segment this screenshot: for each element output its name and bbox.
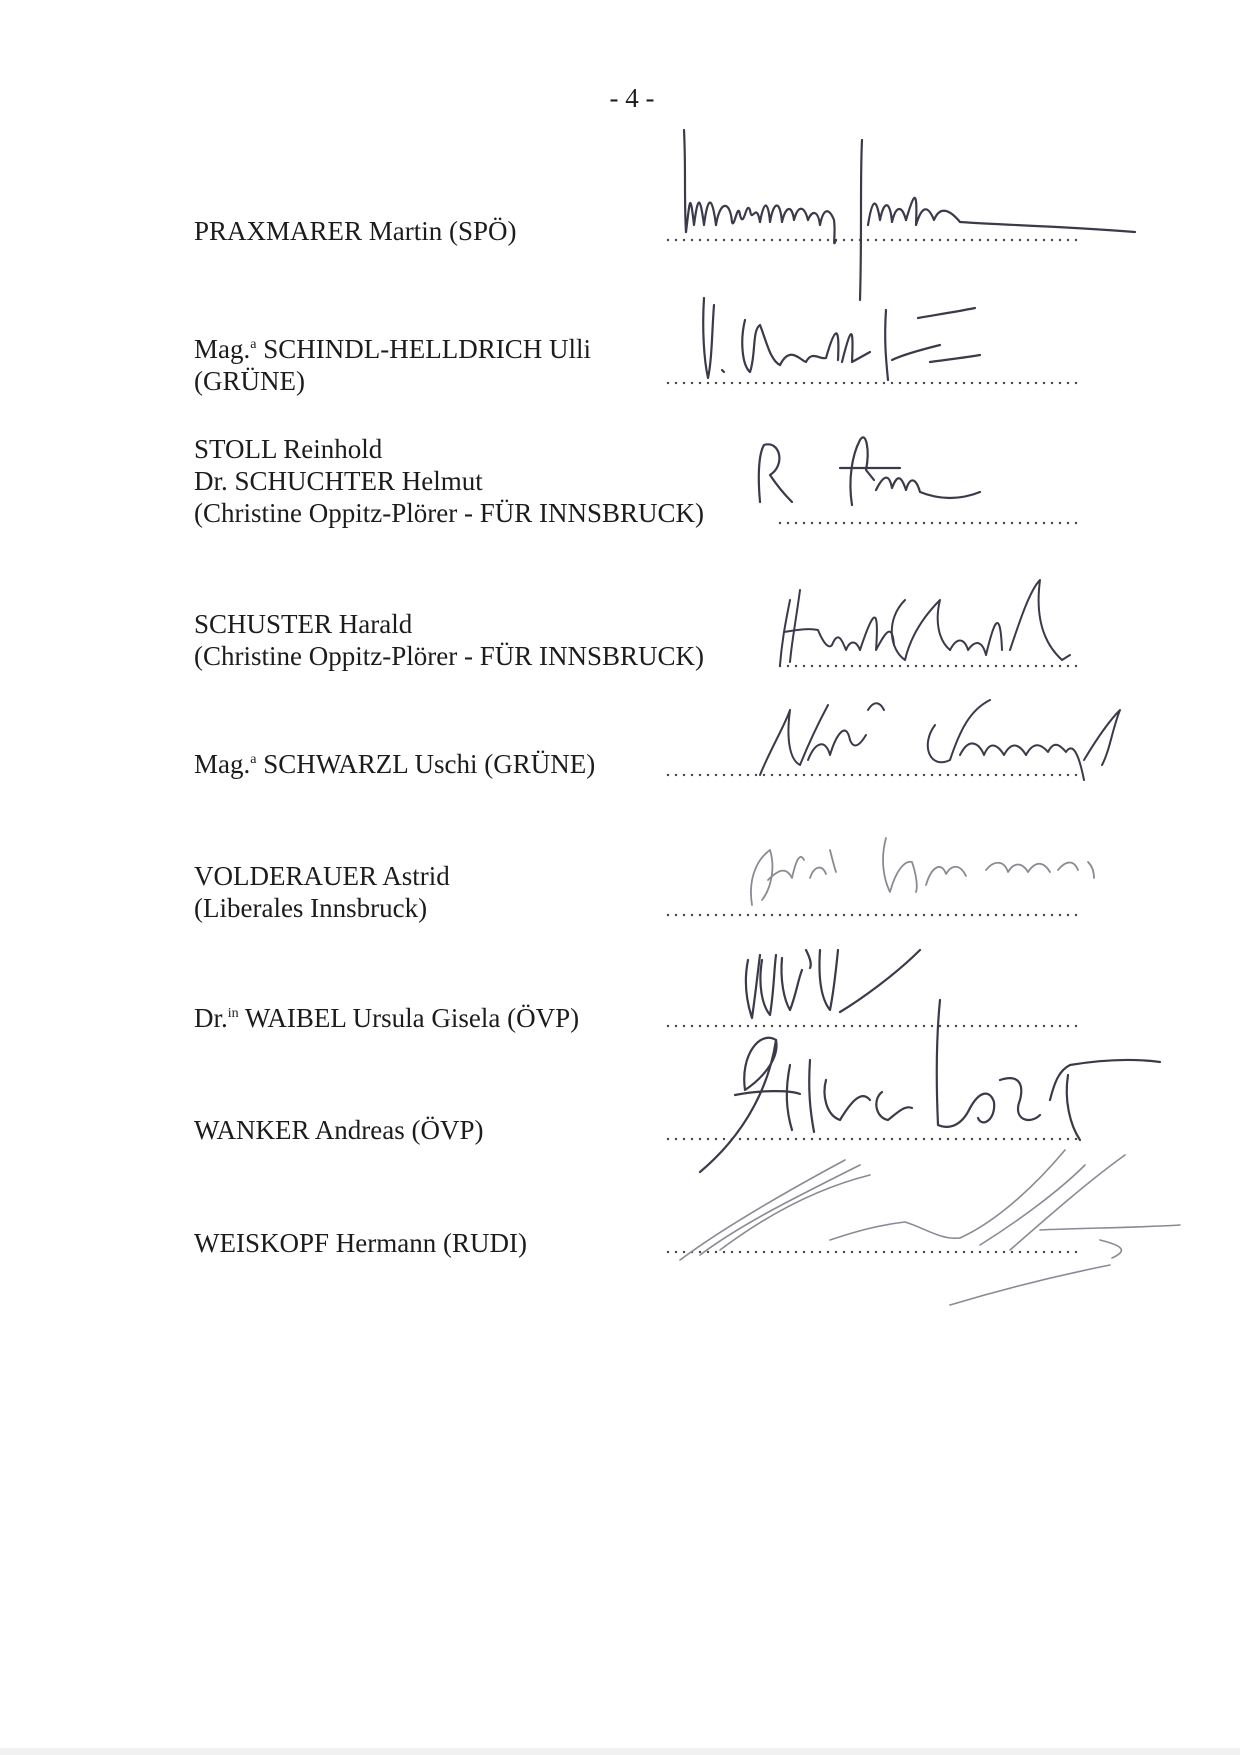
signatory-name: WEISKOPF Hermann (RUDI) (194, 1228, 527, 1258)
signatory-name: Mag.$^a$ SCHINDL-HELLDRICH Ulli (194, 334, 591, 364)
signatory-name: Dr.$^{in}$ WAIBEL Ursula Gisela (ÖVP) (194, 1003, 580, 1033)
signatory-name: PRAXMARER Martin (SPÖ) (194, 216, 517, 246)
signature-volderauer (751, 838, 1094, 905)
signature-stoll (759, 437, 980, 505)
signatory-name: WANKER Andreas (ÖVP) (194, 1115, 484, 1145)
signatory-name: Dr. SCHUCHTER Helmut (194, 466, 483, 496)
signatory-party: (Christine Oppitz-Plörer - FÜR INNSBRUCK) (194, 641, 704, 671)
signatory-party: (Christine Oppitz-Plörer - FÜR INNSBRUCK) (194, 498, 704, 528)
signatory-party: (GRÜNE) (194, 366, 305, 396)
signature-schuster (780, 580, 1070, 665)
signature-schindl-helldrich (703, 298, 980, 380)
signature-praxmarer (684, 130, 1135, 300)
scan-edge (0, 1748, 1240, 1755)
signature-schwarzl (760, 700, 1120, 780)
signatory-name: VOLDERAUER Astrid (194, 861, 450, 891)
page-number: - 4 - (609, 83, 655, 113)
signature-weiskopf (680, 1150, 1180, 1305)
signatory-party: (Liberales Innsbruck) (194, 893, 428, 923)
signature-wanker (700, 1000, 1160, 1172)
signatory-name: STOLL Reinhold (194, 434, 383, 464)
signature-waibel (746, 950, 920, 1018)
signatory-name: Mag.$^a$ SCHWARZL Uschi (GRÜNE) (194, 749, 596, 779)
signatory-name: SCHUSTER Harald (194, 609, 413, 639)
